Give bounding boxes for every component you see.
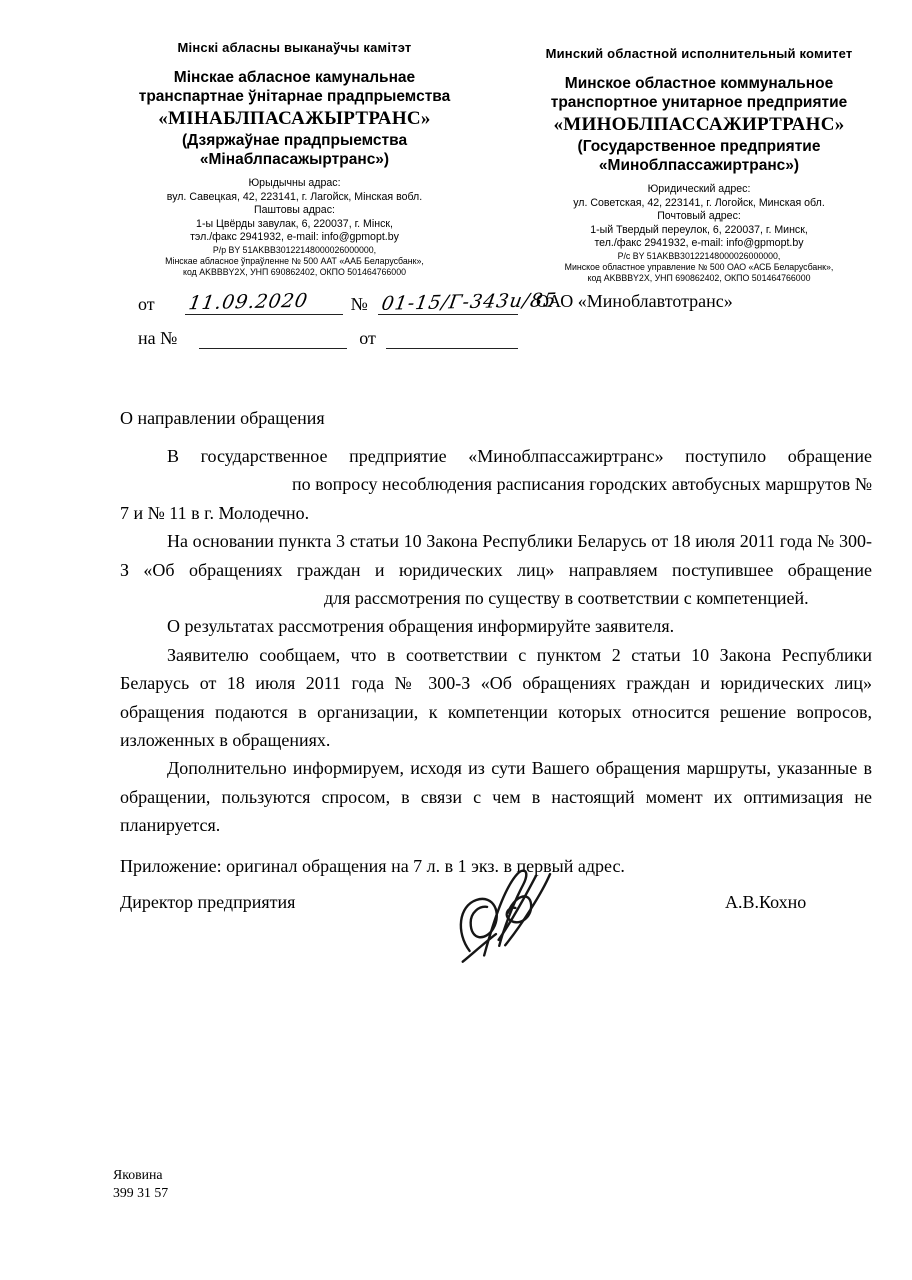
director-signature	[445, 857, 585, 970]
org-sub1-by: (Дзяржаўнае прадпрыемства	[181, 132, 408, 149]
address-line: Юрыдычны адрас:	[248, 177, 341, 189]
org-name-ru: «МИНОБЛПАССАЖИРТРАНС»	[553, 114, 845, 135]
bank-line: Мінскае абласное ўпраўленне № 500 ААТ «ААБ Беларусбанк»,	[165, 255, 424, 266]
executor-name: Яковина	[113, 1167, 163, 1182]
outgoing-date-field	[185, 289, 343, 315]
bank-line: код AKBBBY2X, УНП 690862402, ОКПО 501464766000	[183, 266, 406, 277]
paragraph-2-text-a: На основании пункта 3 статьи 10 Закона Республики Беларусь от 18 июля 2011 года № 300-З «Об обращениях граждан и юридических лиц» направляем поступившее обращение	[120, 531, 872, 580]
executor-block	[113, 1166, 168, 1202]
outgoing-number-field	[378, 289, 559, 315]
letter-body	[120, 442, 872, 880]
address-line: ул. Советская, 42, 223141, г. Логойск, Минская обл.	[573, 196, 825, 209]
org-line2-ru: транспортное унитарное предприятие	[550, 94, 848, 111]
paragraph-5: Дополнительно информируем, исходя из сути Вашего обращения маршруты, указанные в обращении, пользуются спросом, в связи с чем в настоящий момент их оптимизация не планируется.	[120, 758, 872, 836]
org-sub2-by: «Мінаблпасажыртранс»)	[199, 151, 390, 168]
reference-row-outgoing	[138, 289, 559, 315]
position-title: Директор предприятия	[120, 892, 296, 912]
address-line: 1-ы Цвёрды завулак, 6, 220037, г. Мінск,	[196, 217, 393, 230]
address-block-ru	[518, 183, 880, 251]
incoming-number-field	[199, 326, 347, 349]
org-sub1-ru: (Государственное предприятие	[577, 138, 821, 155]
org-line2-by: транспартнае ўнітарнае прадпрыемства	[138, 88, 451, 105]
handwritten-date: 11.09.2020	[186, 289, 310, 315]
attachment-line: Приложение: оригинал обращения на 7 л. в 1 экз. в первый адрес.	[120, 855, 625, 876]
from-label: от	[138, 294, 155, 314]
paragraph-2-text-b: для рассмотрения по существу в соответствии с компетенцией.	[324, 588, 809, 609]
org-name-by: «МІНАБЛПАСАЖЫРТРАНС»	[158, 108, 431, 129]
reply-to-label: на №	[138, 328, 178, 348]
subject-line: О направлении обращения	[120, 408, 325, 428]
org-line1-ru: Минское областное коммунальное	[564, 75, 834, 92]
redacted-gap	[120, 489, 292, 490]
address-line: Паштовы адрас:	[254, 204, 335, 216]
handwritten-number: 01-15/Г-343и/85	[379, 289, 559, 315]
org-sub2-ru: «Миноблпассажиртранс»)	[598, 157, 800, 174]
bank-line: Минское областное управление № 500 ОАО «АСБ Беларусбанк»,	[564, 261, 834, 272]
bank-line: Р/р BY 51AKBB30122148000026000000,	[212, 244, 377, 255]
address-line: вул. Савецкая, 42, 223141, г. Лагойск, Мінская вобл.	[166, 190, 423, 203]
address-line: тел./факс 2941932, e-mail: info@gpmopt.by	[594, 237, 804, 249]
bank-block-by	[122, 245, 467, 278]
incoming-date-field	[386, 326, 518, 349]
paragraph-3: О результатах рассмотрения обращения информируйте заявителя.	[167, 616, 675, 637]
address-line: Юридический адрес:	[647, 183, 751, 195]
bank-block-ru	[518, 251, 880, 284]
letterhead-left	[122, 40, 467, 278]
address-block-by	[122, 177, 467, 245]
address-line: Почтовый адрес:	[657, 210, 741, 222]
parent-committee-ru: Минский областной исполнительный комитет	[545, 46, 853, 61]
bank-line: Р/с BY 51AKBB30122148000026000000,	[617, 250, 781, 261]
parent-committee-by: Мінскі абласны выканаўчы камітэт	[177, 40, 412, 55]
paragraph-4: Заявителю сообщаем, что в соответствии с пунктом 2 статьи 10 Закона Республики Беларусь от 18 июля 2011 года № 300-З «Об обращениях граждан и юридических лиц» обращения подаются в организации, к компетенции которых относится решение вопросов, изложенных в обращениях.	[120, 644, 872, 751]
paragraph-1-text-b: по вопросу несоблюдения расписания городских автобусных маршрутов № 7 и № 11 в г. Молодечно.	[120, 474, 872, 523]
redacted-gap	[120, 603, 324, 604]
bank-line: код AKBBBY2X, УНП 690862402, ОКПО 501464766000	[587, 272, 811, 283]
address-line: 1-ый Твердый переулок, 6, 220037, г. Минск,	[590, 223, 808, 236]
reference-row-incoming	[138, 326, 518, 349]
org-line1-by: Мінскае абласное камунальнае	[173, 69, 416, 86]
address-line: тэл./факс 2941932, e-mail: info@gpmopt.by	[190, 231, 399, 243]
executor-phone: 399 31 57	[113, 1185, 169, 1200]
number-label: №	[350, 294, 368, 314]
signer-name: А.В.Кохно	[725, 892, 807, 912]
paragraph-1	[120, 442, 872, 527]
letterhead-right	[518, 46, 880, 284]
reply-from-label: от	[359, 328, 376, 348]
paragraph-1-text-a: В государственное предприятие «Миноблпассажиртранс» поступило обращение	[167, 446, 872, 466]
paragraph-2	[120, 527, 872, 612]
addressee: ОАО «Миноблавтотранс»	[536, 291, 733, 311]
